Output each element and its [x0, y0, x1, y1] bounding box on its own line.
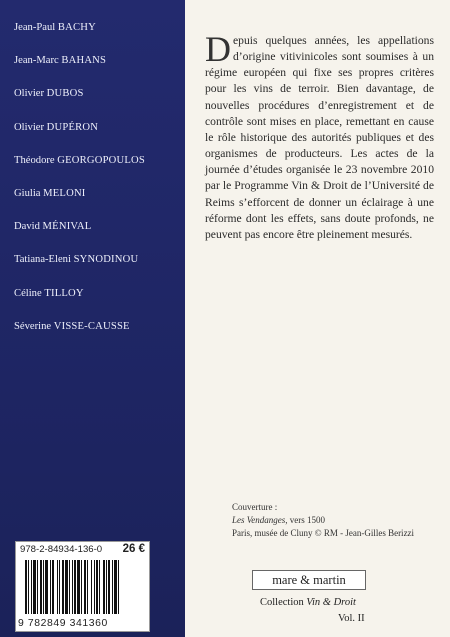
author-first-name: Jean-Paul — [14, 22, 56, 33]
collection-prefix: Collection — [260, 597, 307, 608]
artwork-date: , vers 1500 — [285, 514, 325, 525]
barcode-bar — [72, 560, 73, 614]
barcode-bar — [57, 560, 58, 614]
author-name — [14, 21, 145, 34]
barcode-bar — [69, 560, 70, 614]
barcode-bars — [25, 560, 143, 614]
barcode-bar — [31, 560, 32, 614]
author-last-name: BACHY — [57, 22, 96, 33]
barcode-bar — [59, 560, 60, 614]
author-first-name: Giulia — [14, 187, 41, 199]
barcode-bar — [103, 560, 105, 614]
author-last-name: DUPÉRON — [46, 121, 99, 133]
barcode-bar — [45, 560, 48, 614]
author-last-name: SYNODINOU — [73, 254, 139, 266]
barcode-bar — [114, 560, 117, 614]
back-cover-blurb — [205, 29, 434, 243]
barcode-bar — [118, 560, 119, 614]
barcode-bar — [74, 560, 76, 614]
barcode-bar — [96, 560, 98, 614]
price: 26 € — [122, 543, 145, 555]
publisher-logo: mare & martin — [252, 570, 366, 590]
barcode-bar — [50, 560, 51, 614]
author-name — [14, 87, 145, 100]
barcode-bar — [81, 560, 82, 614]
author-first-name: Séverine — [14, 320, 52, 332]
author-last-name: VISSE-CAUSSE — [53, 320, 130, 332]
author-name — [14, 320, 145, 333]
barcode-bar — [87, 560, 88, 614]
author-first-name: Olivier — [14, 88, 45, 100]
isbn: 978-2-84934-136-0 — [20, 544, 103, 555]
barcode-box — [15, 541, 150, 632]
author-first-name: Olivier — [14, 121, 45, 133]
barcode-bar — [108, 560, 110, 614]
author-first-name: Théodore — [14, 154, 55, 166]
cover-artwork-line — [232, 514, 414, 527]
author-first-name: David — [14, 221, 40, 233]
barcode-bar — [52, 560, 54, 614]
author-name — [14, 253, 145, 266]
barcode-bar — [43, 560, 44, 614]
barcode-bar — [40, 560, 42, 614]
barcode-bar — [65, 560, 68, 614]
author-list — [14, 21, 145, 353]
cover-source: Paris, musée de Cluny © RM - Jean-Gilles Berizzi — [232, 527, 415, 538]
drop-cap: D — [205, 29, 231, 69]
author-last-name: MÉNIVAL — [42, 221, 92, 233]
barcode-bar — [62, 560, 64, 614]
author-last-name: BAHANS — [61, 55, 107, 67]
blurb-text: epuis quelques années, les appellations d’origine vitivinicoles sont soumises à un régime européen qui fixe ses propres critères pour les vins de terroir. Bien davantage, de nouvelles procédures d’enregistrement et de contrôle sont mises en place, remettant en cause le rôle historique des autorités publiques et des organismes de producteurs. Les actes de la journée d’études organisée le 23 novembre 2010 par le Programme Vin & Droit de l’Université de Reims s’efforcent de donner un éclairage à une réforme dont les effets, sans doute profonds, ne peuvent pas encore être pleinement mesurés. — [205, 34, 434, 241]
barcode-bar — [28, 560, 29, 614]
barcode-bar — [94, 560, 95, 614]
barcode-bar — [106, 560, 107, 614]
author-first-name: Céline — [14, 287, 42, 299]
barcode-bar — [33, 560, 36, 614]
barcode-digits: 9 782849 341360 — [18, 618, 108, 629]
cover-credits-label: Couverture : — [232, 502, 278, 512]
author-name — [14, 220, 145, 233]
author-first-name: Tatiana-Eleni — [14, 254, 71, 266]
barcode-bar — [99, 560, 100, 614]
author-name — [14, 121, 145, 134]
collection-line — [260, 597, 356, 608]
artwork-title: Les Vendanges — [232, 514, 286, 525]
author-name — [14, 187, 145, 200]
barcode-bar — [77, 560, 80, 614]
author-first-name: Jean-Marc — [14, 55, 59, 67]
author-name — [14, 54, 145, 67]
author-last-name: DUBOS — [46, 88, 84, 100]
cover-credits — [232, 501, 414, 539]
author-last-name: MELONI — [43, 187, 86, 199]
barcode-bar — [112, 560, 113, 614]
volume-label: Vol. II — [338, 613, 365, 624]
barcode-bar — [25, 560, 27, 614]
author-name — [14, 287, 145, 300]
barcode-bar — [91, 560, 92, 614]
author-last-name: TILLOY — [44, 287, 84, 299]
author-name — [14, 154, 145, 167]
author-last-name: GEORGOPOULOS — [57, 154, 145, 166]
barcode-bar — [37, 560, 38, 614]
collection-name: Vin & Droit — [306, 597, 356, 608]
barcode-bar — [84, 560, 86, 614]
